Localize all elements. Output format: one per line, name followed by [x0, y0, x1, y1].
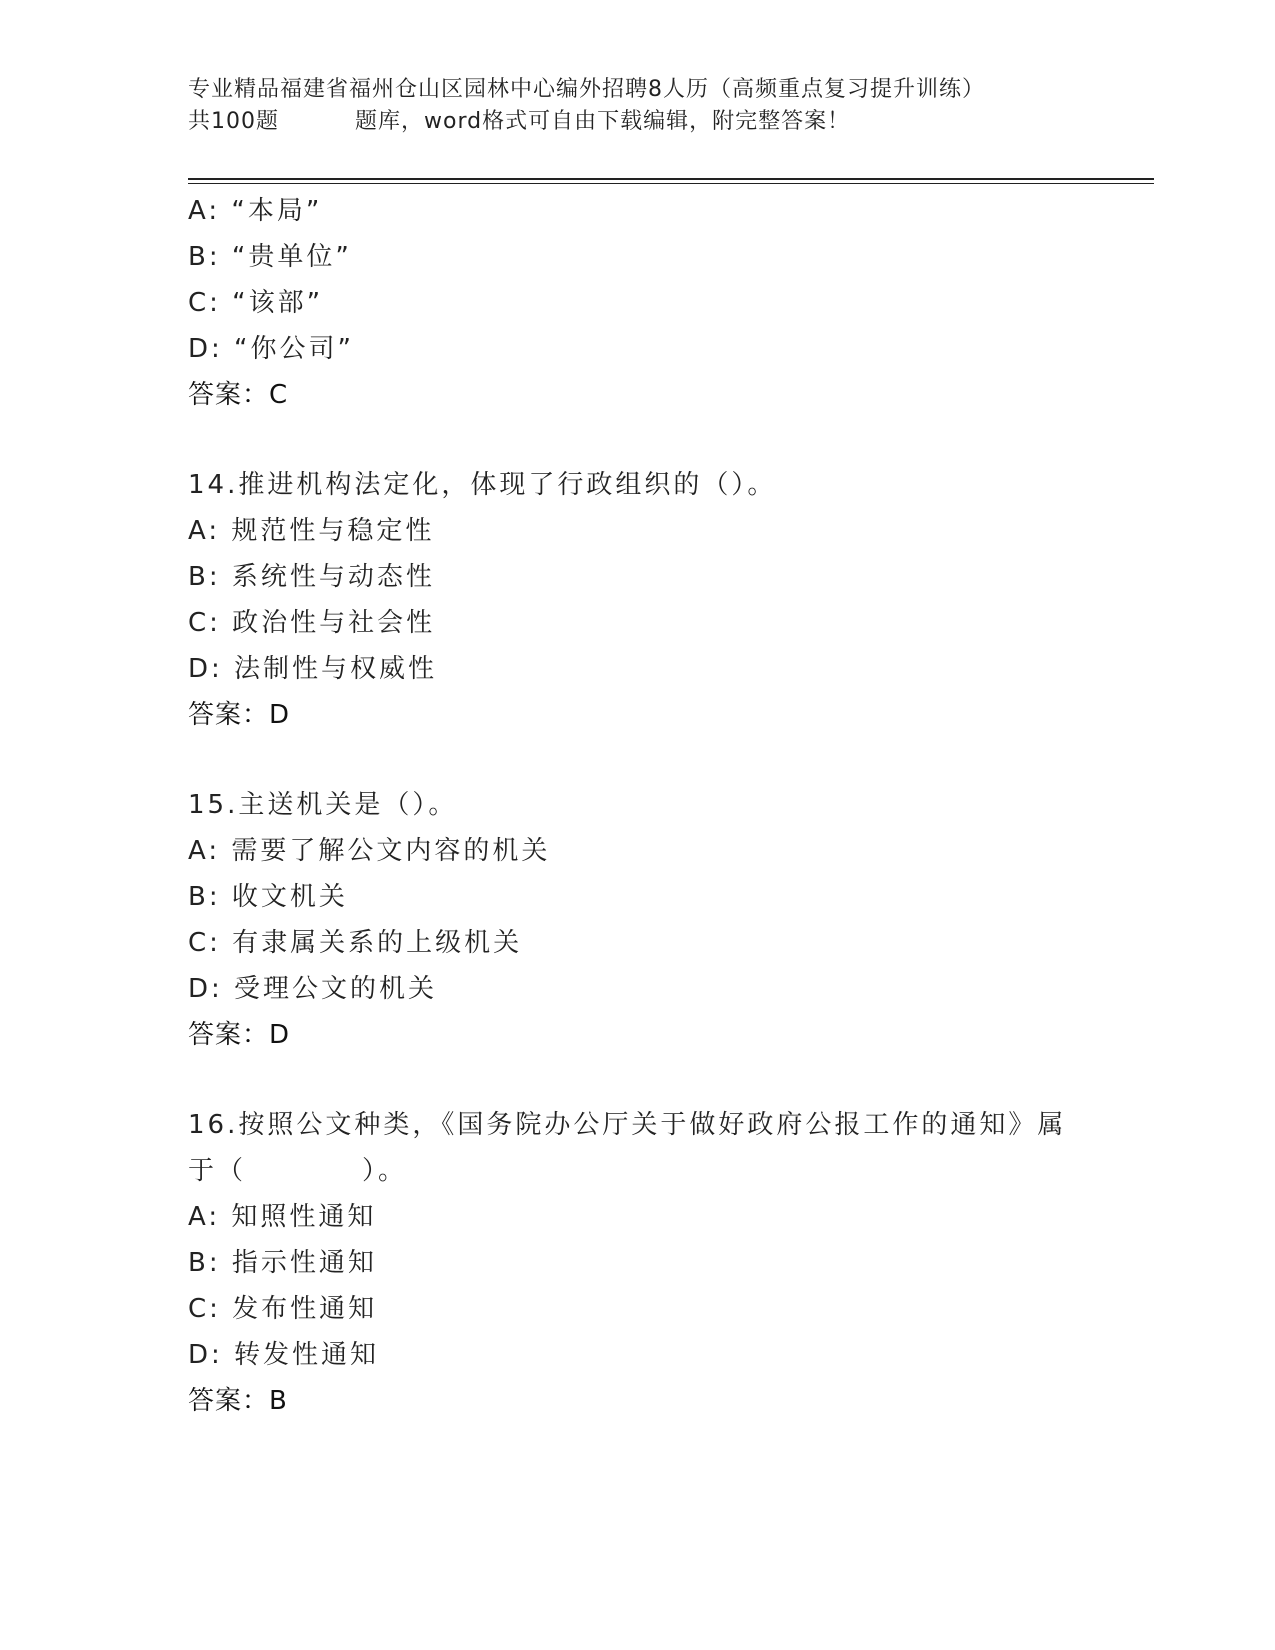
option-d: D: “你公司” — [188, 334, 354, 364]
option-c: C: 发布性通知 — [188, 1294, 378, 1324]
option-a: A: 知照性通知 — [188, 1202, 377, 1232]
option-b: B: 系统性与动态性 — [188, 562, 435, 592]
header-question-count: 共100题 — [188, 109, 279, 134]
option-c: C: “该部” — [188, 288, 324, 318]
option-c: C: 政治性与社会性 — [188, 608, 436, 638]
option-a: A: 规范性与稳定性 — [188, 516, 435, 546]
answer-line: 答案：D — [188, 700, 291, 730]
option-a: A: 需要了解公文内容的机关 — [188, 836, 551, 866]
question-14 — [188, 462, 1138, 738]
question-stem-line-2: 于（ ）。 — [188, 1156, 408, 1186]
option-d: D: 转发性通知 — [188, 1340, 380, 1370]
header-description: 题库，word格式可自由下载编辑，附完整答案！ — [355, 109, 851, 134]
option-a: A: “本局” — [188, 196, 323, 226]
option-b: B: 指示性通知 — [188, 1248, 377, 1278]
header-title: 专业精品福建省福州仓山区园林中心编外招聘8人历（高频重点复习提升训练） — [188, 77, 985, 102]
option-c: C: 有隶属关系的上级机关 — [188, 928, 523, 958]
option-d: D: 法制性与权威性 — [188, 654, 438, 684]
answer-line: 答案：B — [188, 1386, 288, 1416]
option-b: B: 收文机关 — [188, 882, 348, 912]
header-rule-thin — [188, 183, 1154, 184]
question-stem-line-1: 16.按照公文种类，《国务院办公厅关于做好政府公报工作的通知》属 — [188, 1110, 1067, 1140]
question-13 — [188, 188, 1138, 418]
document-header — [188, 74, 1088, 138]
question-stem: 14.推进机构法定化，体现了行政组织的（）。 — [188, 470, 777, 500]
question-15 — [188, 782, 1138, 1058]
question-16 — [188, 1102, 1138, 1424]
question-list — [188, 188, 1138, 1424]
answer-line: 答案：C — [188, 380, 289, 410]
option-d: D: 受理公文的机关 — [188, 974, 438, 1004]
header-subtitle — [188, 106, 1088, 138]
answer-line: 答案：D — [188, 1020, 291, 1050]
question-stem: 15.主送机关是（）。 — [188, 790, 458, 820]
option-b: B: “贵单位” — [188, 242, 352, 272]
header-rule-thick — [188, 178, 1154, 180]
